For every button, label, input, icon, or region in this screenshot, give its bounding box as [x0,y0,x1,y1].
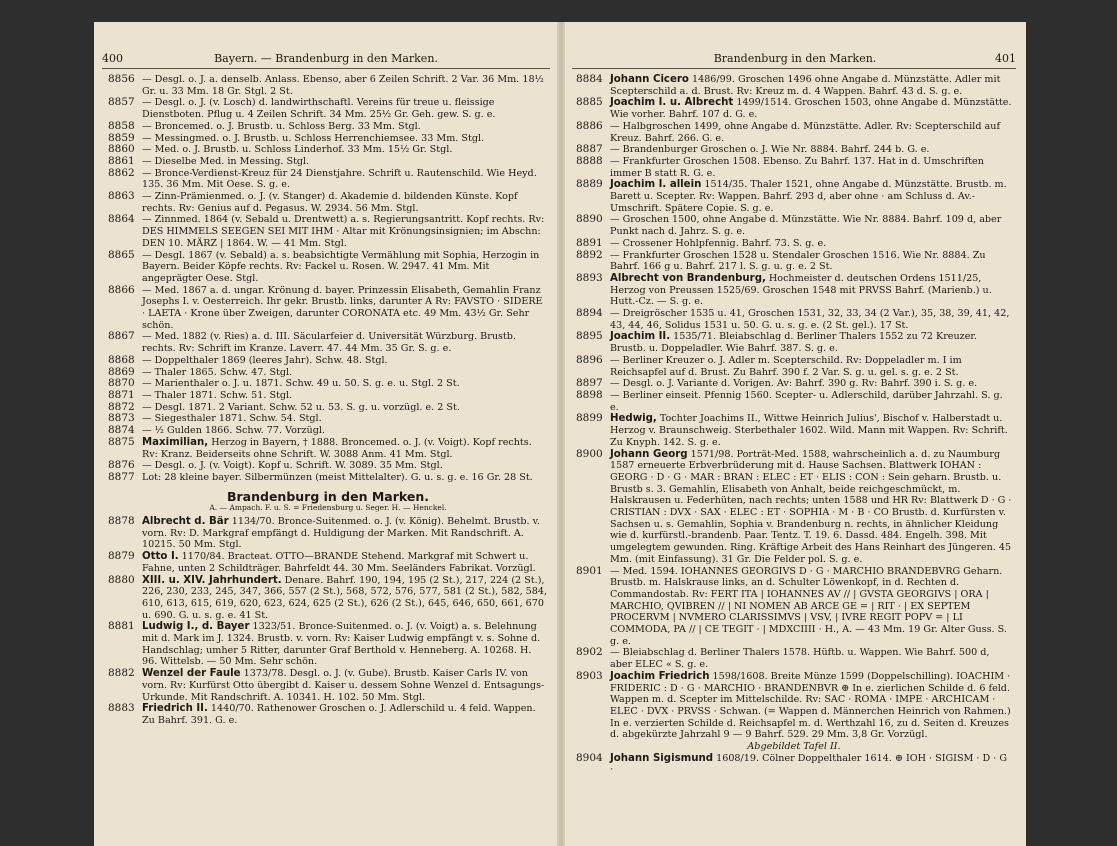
entry-number: 8879 [108,550,135,563]
catalog-entry [108,285,548,332]
entry-number: 8863 [108,190,135,203]
catalog-entry [108,703,548,726]
entry-text: — Med. 1867 a. d. ungar. Krönung d. bayer. Prinzessin Elisabeth, Gemahlin Franz Josephs I. v. Oesterreich. Ihr gekr. Brustb. links, darunter A Rv: FAVSTO · SIDERE · LAETA · Krone über Zweigen, darunter CORONATA etc. 49 Mm. 43½ Gr. Sehr schön. [142,284,543,331]
catalog-entry [108,425,548,437]
entry-number: 8887 [576,143,603,156]
entry-number: 8874 [108,424,135,437]
entry-text: 1134/70. Bronce-Suitenmed. o. J. (v. König). Behelmt. Brustb. v. vorn. Rv: D. Markgraf empfängt d. Huldigung der Marken. Mit Randschrift. A. 10215. 50 Mm. Stgl. [142,516,540,551]
entry-number: 8870 [108,377,135,390]
entry-ruler-name: Joachim II. [610,331,671,343]
entry-text: — Brandenburger Groschen o. J. Wie Nr. 8884. Bahrf. 244 b. G. e. [610,144,930,156]
entry-text: — Desgl. o. J. (v. Voigt). Kopf u. Schrift. W. 3089. 35 Mm. Stgl. [142,460,443,472]
entry-text: — Med. o. J. Brustb. u. Schloss Linderhof. 33 Mm. 15½ Gr. Stgl. [142,144,453,156]
entry-text: 1514/35. Thaler 1521, ohne Angabe d. Münzstätte. Brustb. m. Barett u. Scepter. Rv: Wappen. Bahrf. 293 d, aber ohne · am Schluss d. Av.-Umschrift. Spätere Copie. S. g. e. [610,179,1007,214]
catalog-entry [108,121,548,133]
book-spread [94,22,1026,846]
entry-ruler-name: XIII. u. XIV. Jahrhundert. [142,574,282,586]
catalog-entry [108,355,548,367]
entry-text: 1486/99. Groschen 1496 ohne Angabe d. Münzstätte. Adler mit Scepterschild a. d. Brust. Rv: Kreuz m. d. 4 Wappen. Bahrf. 43 d. S. g. e. [610,74,1001,97]
entry-number: 8888 [576,154,603,167]
catalog-entry [108,367,548,379]
catalog-entry [576,156,1012,179]
entry-number: 8867 [108,330,135,343]
catalog-entry [576,121,1012,144]
entry-number: 8893 [576,271,603,284]
catalog-entry [576,214,1012,237]
entry-number: 8877 [108,470,135,483]
entry-number: 8904 [576,751,603,764]
left-page-number: 400 [102,52,123,65]
entry-text: 1608/19. Cölner Doppelthaler 1614. ⊕ IOH · SIGISM · D · G · [610,752,1008,776]
left-page [94,22,558,846]
catalog-entry [108,191,548,214]
entry-ruler-name: Joachim I. allein [610,179,702,191]
catalog-entry [576,355,1012,378]
entry-number: 8868 [108,353,135,366]
entry-text: — Desgl. o. J. (v. Losch) d. landwirthschaftl. Vereins für treue u. fleissige Dienstboten. Pflug u. 4 Zeilen Schrift. 34 Mm. 25½ Gr. Geh. gew. S. g. e. [142,97,496,121]
catalog-entry [576,74,1012,97]
entry-number: 8873 [108,412,135,425]
catalog-entry [108,437,548,460]
entry-ruler-name: Hedwig, [610,413,657,425]
entry-number: 8871 [108,388,135,401]
entry-ruler-name: Maximilian, [142,436,209,448]
entry-text: — Med. 1882 (v. Ries) a. d. III. Säcularfeier d. Universität Würzburg. Brustb. rechts. Rv: Schrift im Kranze. Laverr. 47. 44 Mm. 35 Gr. S. g. e. [142,331,516,355]
entry-number: 8901 [576,564,603,577]
left-header-rule [102,68,550,69]
entry-text: — Groschen 1500, ohne Angabe d. Münzstätte. Wie Nr. 8884. Bahrf. 109 d, aber Punkt nach d. Jahrz. S. g. e. [610,214,1002,238]
right-entries [576,74,1012,776]
entry-ruler-name: Johann Sigismund [610,752,714,764]
entry-number: 8861 [108,154,135,167]
entry-number: 8881 [108,620,135,633]
catalog-entry [108,97,548,120]
catalog-entry [576,449,1012,566]
catalog-entry [576,671,1012,741]
entry-text: — Desgl. o. J. Variante d. Vorigen. Av: Bahrf. 390 g. Rv: Bahrf. 390 i. S. g. e. [610,378,978,390]
catalog-entry [108,472,548,484]
section-heading [108,488,548,514]
entry-number: 8902 [576,646,603,659]
catalog-entry [576,647,1012,670]
entry-number: 8859 [108,131,135,144]
entry-ruler-name: Joachim Friedrich [610,670,710,682]
entry-text: 1323/51. Bronce-Suitenmed. o. J. (v. Voigt) a. s. Belehnung mit d. Mark im J. 1324. Brustb. v. vorn. Rv: Kaiser Ludwig empfängt v. s. Sohne d. Handschlag; umher 5 Ritter, darunter Graf Berthold v. Henneberg. A. 10268. H. 96. Wittelsb. — 50 Mm. Sehr schön. [142,621,541,668]
entry-text: 1571/98. Porträt-Med. 1588, wahrscheinlich a. d. zu Naumburg 1587 erneuerte Erbverbrüderung mit d. Hause Sachsen. Blattwerk IOHAN : GEORG · D · G · MAR : BRAN : ELEC : ET · ELIS : CON : Sein geharn. Brustb. u. Brustb s. 3. Gemahlin, Elisabeth von Anhalt, beide reichgeschmückt, m. Halskrausen u. Federhüten, nach rechts; unten 1588 und HR Rv: Blattwerk D · G · CRISTIAN : DVX · SAX · ELEC : ET · SOPHIA · M · B · CO Brustb. d. Kurfürsten v. Sachsen u. s. Gemahlin, Sophia v. Brandenburg n. rechts, in ähnlicher Kleidung wie d. kurfürstl.-brandenb. Paar. Tentz. T. 19. 6. Dassd. 484. Engelh. 398. Mit umgelegtem gewunden. Ring. Kräftige Arbeit des Hans Reinhart des Jüngeren. 45 Mm. (mit Einfassung). 31 Gr. Die Felder pol. S. g. e. [610,448,1012,565]
entry-number: 8869 [108,365,135,378]
catalog-entry [576,273,1012,308]
entry-text: 1373/78. Desgl. o. J. (v. Gube). Brustb. Kaiser Carls IV. von vorn. Rv: Kurfürst Otto übergibt d. Kaiser u. dessem Sohne Wenzel d. Entsagungs-Urkunde. Mit Randschrift. A. 10341. H. 102. 50 Mm. Stgl. [142,668,545,703]
entry-number: 8895 [576,330,603,343]
entry-text: 1440/70. Rathenower Groschen o. J. Adlerschild u. 4 feld. Wappen. Zu Bahrf. 391. G. e. [142,703,536,726]
catalog-entry [108,551,548,574]
entry-number: 8885 [576,96,603,109]
catalog-entry [108,74,548,97]
plate-caption: Abgebildet Tafel II. [747,741,841,753]
entry-number: 8899 [576,412,603,425]
catalog-entry [108,168,548,191]
entry-number: 8896 [576,353,603,366]
entry-number: 8903 [576,669,603,682]
catalog-entry [576,331,1012,354]
entry-text: — Med. 1594. IOHANNES GEORGIVS D · G · MARCHIO BRANDEBVRG Geharn. Brustb. m. Halskrause links, an d. Schulter Löwenkopf, in d. Rechten d. Commandostab. Rv: FERT ITA | IOHANNES AV // | GVSTA GEORGIVS | ORA | MARCHIO, QVIBREN // | NI NOMEN AB ARCE GE = | RIT · | EX SEPTEM PROCERVM | NVMERO CLARISSIMVS | VSV, | IVRE REGIT POPV = | LI COMMODA, PA // | CE TEGIT · | MDXCIIII · H., A. — 43 Mm. 19 Gr. Alter Guss. S. g. e. [610,565,1007,647]
catalog-entry [108,144,548,156]
entry-text: — Thaler 1871. Schw. 51. Stgl. [142,389,293,401]
catalog-entry [576,390,1012,413]
catalog-entry [108,250,548,285]
entry-text: — ½ Gulden 1866. Schw. 77. Vorzügl. [142,425,325,437]
entry-text: — Dieselbe Med. in Messing. Stgl. [142,155,310,167]
entry-text: — Broncemed. o. J. Brustb. u. Schloss Berg. 33 Mm. Stgl. [142,120,421,132]
entry-text: — Thaler 1865. Schw. 47. Stgl. [142,366,293,378]
entry-ruler-name: Ludwig I., d. Bayer [142,621,250,633]
entry-text: — Desgl. 1871. 2 Variant. Schw. 52 u. 53. S. g. u. vorzügl. e. 2 St. [142,401,460,413]
entry-text: — Berliner Kreuzer o. J. Adler m. Scepterschild. Rv: Doppeladler m. I im Reichsapfel auf d. Brust. Zu Bahrf. 390 f. 2 Var. S. g. u. gel. s. g. e. 2 St. [610,354,962,378]
entry-text: — Messingmed. o. J. Brustb. u. Schloss Herrenchiemsee. 33 Mm. Stgl. [142,132,485,144]
entry-number: 8880 [108,573,135,586]
entry-text: — Zinnmed. 1864 (v. Sebald u. Drentwett) a. s. Regierungsantritt. Kopf rechts. Rv: DES HIMMELS SEEGEN SEI MIT IHM · Altar mit Krönungsinsignien; im Abschn: DEN 10. MÄRZ | 1864. W. — 41 Mm. Stgl. [142,214,545,249]
entry-number: 8860 [108,143,135,156]
entry-text: 1499/1514. Groschen 1503, ohne Angabe d. Münzstätte. Wie vorher. Bahrf. 107 d. G. e. [610,97,1012,121]
entry-number: 8890 [576,213,603,226]
entry-text: — Marienthaler o. J. u. 1871. Schw. 49 u. 50. S. g. e. u. Stgl. 2 St. [142,378,460,390]
entry-number: 8883 [108,702,135,715]
section-title: Brandenburg in den Marken. [226,488,429,504]
catalog-entry [108,378,548,390]
entry-number: 8872 [108,400,135,413]
left-running-title: Bayern. — Brandenburg in den Marken. [214,52,438,65]
catalog-entry [576,144,1012,156]
catalog-entry [108,575,548,622]
entry-text: — Berliner einseit. Pfennig 1560. Scepter- u. Adlerschild, darüber Jahrzahl. S. g. e. [610,389,1003,413]
entry-number: 8864 [108,213,135,226]
entry-number: 8884 [576,73,603,85]
entry-number: 8857 [108,96,135,109]
catalog-entry [108,214,548,249]
entry-text: 1170/84. Bracteat. OTTO—BRANDE Stehend. Markgraf mit Schwert u. Fahne, unten 2 Schildträger. Bahrfeldt 44. 30 Mm. Seeländers Fabrikat. Vorzügl. [142,551,536,574]
catalog-entry [108,133,548,145]
entry-text: — Halbgroschen 1499, ohne Angabe d. Münzstätte. Adler. Rv: Scepterschild auf Kreuz. Bahrf. 266. G. e. [610,120,1001,144]
entry-text: Denare. Bahrf. 190, 194, 195 (2 St.), 217, 224 (2 St.), 226, 230, 233, 245, 347, 366, 557 (2 St.), 568, 572, 576, 577, 581 (2 St.), 582, 584, 610, 613, 615, 619, 620, 623, 624, 625 (2 St.), 626 (2 St.), 645, 646, 650, 661, 670 u. 690. G. u. s. g. e. 41 St. [142,574,548,621]
catalog-entry [108,331,548,354]
entry-number: 8858 [108,119,135,132]
entry-text: — Frankfurter Groschen 1528 u. Stendaler Groschen 1516. Wie Nr. 8884. Zu Bahrf. 166 g u. Bahrf. 217 l. S. g. u. g. e. 2 St. [610,249,986,273]
catalog-entry [576,179,1012,214]
catalog-entry [108,413,548,425]
entry-text: Herzog in Bayern, † 1888. Broncemed. o. J. (v. Voigt). Kopf rechts. Rv: Kranz. Beiderseits ohne Schrift. W. 3088 Anm. 41 Mm. Stgl. [142,436,532,460]
entry-number: 8865 [108,248,135,261]
right-page-number: 401 [995,52,1016,65]
entry-number: 8889 [576,178,603,191]
entry-ruler-name: Albrecht d. Bär [142,516,229,528]
entry-ruler-name: Johann Georg [610,448,688,460]
entry-text: 1535/71. Bleiabschlag d. Berliner Thalers 1552 zu 72 Kreuzer. Brustb. u. Doppeladler. Wie Bahrf. 387. S. g. e. [610,331,977,355]
entry-text: — Siegesthaler 1871. Schw. 54. Stgl. [142,413,322,425]
entry-number: 8891 [576,236,603,249]
entry-ruler-name: Otto I. [142,551,179,563]
entry-text: Hochmeister d. deutschen Ordens 1511/25, Herzog von Preussen 1525/69. Groschen 1548 mit PRVSS Bahrf. (Marienb.) u. Hutt.-Cz. — S. g. e. [610,272,992,308]
entry-number: 8862 [108,166,135,179]
entry-text: Lot: 28 kleine bayer. Silbermünzen (meist Mittelalter). G. u. s. g. e. 16 Gr. 28 St. [142,471,533,483]
entry-ruler-name: Friedrich II. [142,703,208,715]
catalog-entry [576,308,1012,331]
entry-text: — Frankfurter Groschen 1508. Ebenso. Zu Bahrf. 137. Hat in d. Umschriften immer B statt R. G. e. [610,155,984,179]
entry-ruler-name: Albrecht von Brandenburg, [610,272,766,284]
catalog-entry [576,97,1012,120]
right-page [564,22,1026,846]
left-entries [108,74,548,727]
entry-number: 8892 [576,248,603,261]
catalog-entry [108,460,548,472]
catalog-entry [108,668,548,703]
entry-ruler-name: Johann Cicero [610,74,689,85]
section-abbreviations: A. — Ampach. F. u. S. = Friedensburg u. Seger. H. — Henckel. [209,503,447,513]
entry-number: 8875 [108,435,135,448]
entry-number: 8856 [108,73,135,85]
entry-text: — Crossener Hohlpfennig. Bahrf. 73. S. g. e. [610,237,827,249]
entry-text: — Bronce-Verdienst-Kreuz für 24 Dienstjahre. Schrift u. Rautenschild. Wie Heyd. 135. 36 Mm. Mit Oese. S. g. e. [142,167,537,191]
catalog-entry [108,156,548,168]
catalog-entry [576,413,1012,448]
right-header-rule [572,68,1016,69]
entry-ruler-name: Wenzel der Faule [142,668,241,680]
entry-number: 8876 [108,459,135,472]
catalog-entry [576,753,1012,776]
entry-text: — Zinn-Prämienmed. o. J. (v. Stanger) d. Akademie d. bildenden Künste. Kopf rechts. Rv: Genius auf d. Pegasus. W. 2934. 56 Mm. Stgl. [142,191,518,214]
entry-number: 8894 [576,307,603,320]
entry-number: 8898 [576,388,603,401]
catalog-entry [576,250,1012,273]
entry-text: — Desgl. 1867 (v. Sebald) a. s. beabsichtigte Vermählung mit Sophia, Herzogin in Bayern. Beider Köpfe rechts. Rv: Fackel u. Rosen. W. 2947. 41 Mm. Mit angeprägter Oese. Stgl. [142,249,540,284]
entry-number: 8866 [108,283,135,296]
catalog-entry [108,516,548,551]
catalog-entry [576,566,1012,648]
entry-number: 8882 [108,667,135,680]
catalog-entry [576,378,1012,390]
entry-text: — Dreigröscher 1535 u. 41, Groschen 1531, 32, 33, 34 (2 Var.), 35, 38, 39, 41, 42, 43, 44, 46, Solidus 1531 u. 50. G. u. s. g. e. (2 St. gel.). 17 St. [610,308,1010,331]
entry-text: Tochter Joachims II., Wittwe Heinrich Julius', Bischof v. Halberstadt u. Herzog v. Braunschweig. Sterbethaler 1602. Wild. Mann mit Wappen. Rv: Schrift. Zu Knyph. 142. S. g. e. [610,413,1008,448]
entry-number: 8886 [576,119,603,132]
entry-number: 8900 [576,447,603,460]
entry-number: 8878 [108,515,135,528]
catalog-entry [576,238,1012,250]
catalog-entry [108,621,548,668]
catalog-entry [108,402,548,414]
entry-text: — Desgl. o. J. a. denselb. Anlass. Ebenso, aber 6 Zeilen Schrift. 2 Var. 36 Mm. 18½ Gr. u. 33 Mm. 18 Gr. Stgl. 2 St. [142,74,544,97]
entry-text: — Bleiabschlag d. Berliner Thalers 1578. Hüftb. u. Wappen. Wie Bahrf. 500 d, aber ELEC « S. g. e. [610,647,990,671]
entry-number: 8897 [576,377,603,390]
entry-text: 1598/1608. Breite Münze 1599 (Doppelschilling). IOACHIM · FRIDERIC : D · G · MARCHIO · BRANDENBVR ⊕ In e. zierlichen Schilde d. 6 feld. Wappen m. d. Scepter im Mittelschilde. Rv: SAC · ROMA · IMPE · ARCHICAM · ELEC · DVX · PRVSS · Schwan. (= Wappen d. Männerchen Heinrich von Rahmen.) In e. verzierten Schilde d. Reichsapfel m. d. Werthzahl 16, zu d. Seiten d. Kreuzes d. abgekürzte Jahrzahl 9 — 9 Bahrf. 529. 29 Mm. 3,8 Gr. Vorzügl. [610,670,1011,741]
entry-text: — Doppelthaler 1869 (leeres Jahr). Schw. 48. Stgl. [142,354,388,366]
catalog-entry [108,390,548,402]
right-running-title: Brandenburg in den Marken. [713,52,877,65]
entry-ruler-name: Joachim I. u. Albrecht [610,97,734,109]
